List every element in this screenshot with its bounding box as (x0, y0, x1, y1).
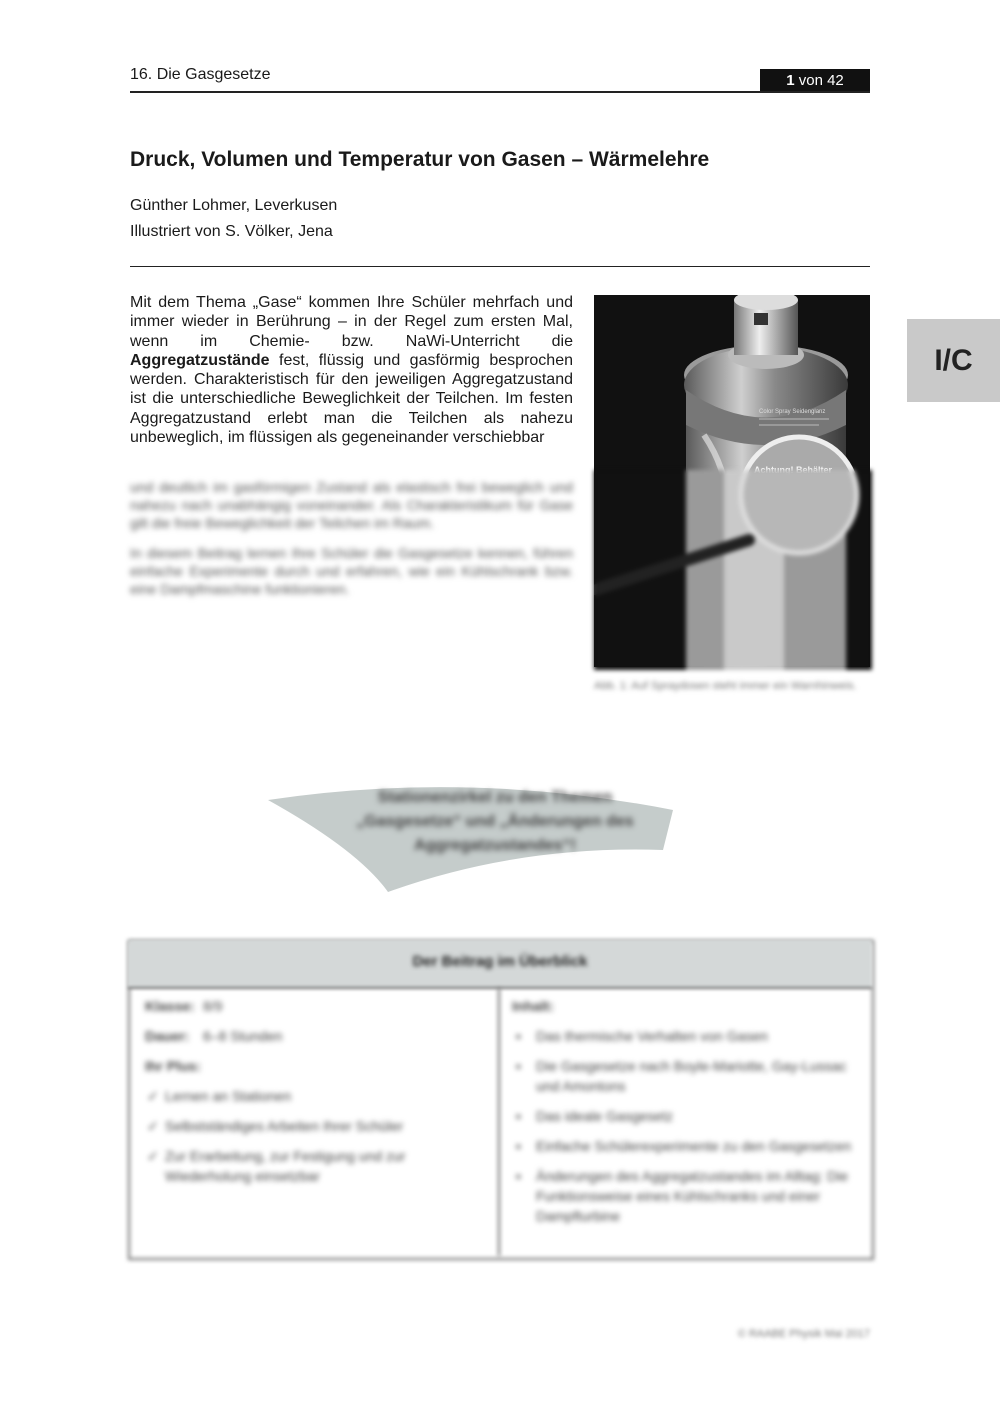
inhalt-heading: Inhalt: (512, 998, 554, 1014)
inhalt-item: ▪ Die Gasgesetze nach Boyle-Mariotte, Gay-Lussac und Amontons (512, 1056, 857, 1096)
plus-item: ✓ Zur Erarbeitung, zur Festigung und zur Wiederholung einsetzbar (145, 1146, 475, 1186)
intro-paragraph (130, 293, 573, 447)
document-title: Druck, Volumen und Temperatur von Gasen – Wärmelehre (130, 148, 710, 171)
overview-title: Der Beitrag im Überblick (412, 953, 588, 970)
can-label: Color Spray Seidenglanz (759, 409, 826, 415)
banner-text: Stationenzirkel zu den Themen „Gasgesetze“ und „Änderungen des Aggregatzustandes“! (356, 789, 634, 854)
overview-right-column (512, 996, 857, 1236)
section-tab: I/C (907, 319, 1000, 402)
page-total: von 42 (798, 72, 844, 89)
overview-left-column (145, 996, 475, 1196)
inhalt-item: ▪ Einfache Schülerexperimente zu den Gasgesetzen (512, 1136, 857, 1156)
klasse-value: 8/9 (203, 998, 223, 1014)
intro-text-2: fest, flüssig und gasförmig besprochen werden. Charakteristisch für den jeweiligen Aggregatzustand ist die unterschiedliche Beweglichkeit der Teilchen. Im festen Aggregatzustand erlebt man die Teilchen als nahezu unbeweglich, im flüssigen als gegeneinander verschiebbar (130, 351, 573, 447)
photo-blurred-section (594, 470, 872, 670)
header-rule (130, 91, 870, 93)
inhalt-item: ▪ Das thermische Verhalten von Gasen (512, 1026, 857, 1046)
klasse-row (145, 996, 475, 1016)
figure-caption: Abb. 1: Auf Spraydosen steht immer ein Warnhinweis. (594, 680, 857, 692)
dauer-value: 6–8 Stunden (203, 1028, 283, 1044)
author-line: Günther Lohmer, Leverkusen (130, 197, 338, 214)
page-number: 1 (786, 72, 795, 89)
dauer-label: Dauer: (145, 1028, 190, 1044)
illustrator-line: Illustriert von S. Völker, Jena (130, 223, 333, 240)
blurred-paragraph-2: In diesem Beitrag lernen Ihre Schüler die Gasgesetze kennen, führen einfache Experimente durch und erfahren, wie ein Kühlschrank bzw. eine Dampfmaschine funktionieren. (130, 545, 573, 597)
blurred-paragraph-1: und deutlich im gasförmigen Zustand als elastisch frei beweglich und nahezu nach unabhängig voneinander. Als Charakteristikum für Gase gilt die freie Beweglichkeit der Teilchen im Raum. (130, 479, 573, 531)
dauer-row (145, 1026, 475, 1046)
inhalt-item: ▪ Änderungen des Aggregatzustandes im Alltag: Die Funktionsweise eines Kühlschranks und einer Dampfturbine (512, 1166, 857, 1226)
klasse-label: Klasse: (145, 998, 195, 1014)
copyright-footer: © RAABE Physik Mai 2017 (737, 1328, 870, 1340)
column-divider (498, 988, 500, 1256)
spray-can-lower (594, 470, 872, 670)
intro-text-1: Mit dem Thema „Gase“ kommen Ihre Schüler mehrfach und immer wieder in Berührung – in der Regel zum ersten Mal, wenn im Chemie- bzw. NaWi-Unterricht die (130, 294, 573, 350)
plus-item: ✓ Selbstständiges Arbeiten Ihrer Schüler (145, 1116, 475, 1136)
inhalt-item: ▪ Das ideale Gasgesetz (512, 1106, 857, 1126)
plus-item: ✓ Lernen an Stationen (145, 1086, 475, 1106)
running-header-title: 16. Die Gasgesetze (130, 66, 271, 83)
blurred-body-text (130, 478, 573, 610)
plus-heading: Ihr Plus: (145, 1058, 202, 1074)
page-number-badge (760, 69, 870, 92)
intro-bold-term: Aggregatzustände (130, 351, 270, 369)
title-divider (130, 266, 870, 267)
